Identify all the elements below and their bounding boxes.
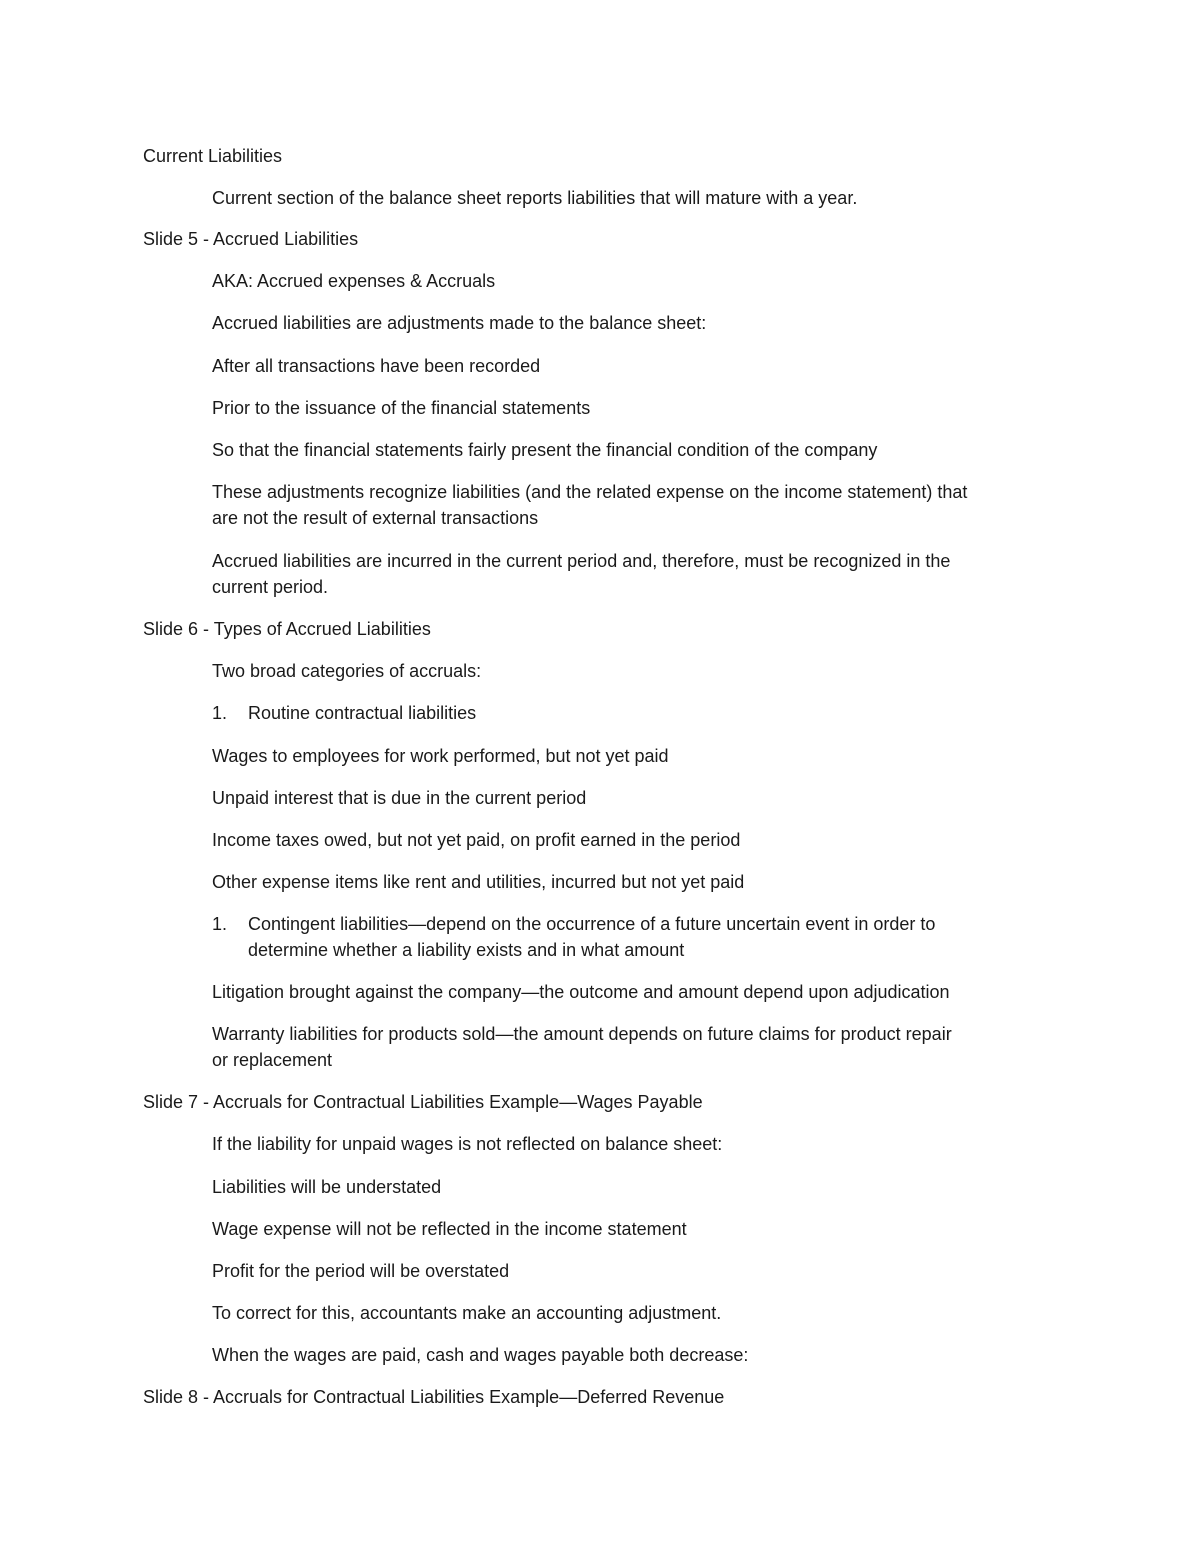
list-number: 1.: [212, 914, 228, 934]
paragraph-continued: current period.: [212, 577, 329, 597]
paragraph-continued: or replacement: [212, 1050, 333, 1070]
heading-slide-7: Slide 7 - Accruals for Contractual Liabilities Example—Wages Payable: [143, 1092, 703, 1112]
paragraph: If the liability for unpaid wages is not reflected on balance sheet:: [212, 1134, 723, 1154]
paragraph: Two broad categories of accruals:: [212, 661, 482, 681]
paragraph: Litigation brought against the company—the outcome and amount depend upon adjudication: [212, 982, 950, 1002]
list-item: Contingent liabilities—depend on the occurrence of a future uncertain event in order to: [248, 914, 936, 934]
paragraph: Prior to the issuance of the financial statements: [212, 398, 591, 418]
heading-current-liabilities: Current Liabilities: [143, 146, 283, 166]
paragraph: After all transactions have been recorded: [212, 356, 541, 376]
paragraph: These adjustments recognize liabilities (and the related expense on the income statement) that: [212, 482, 968, 502]
paragraph: Wage expense will not be reflected in the income statement: [212, 1219, 687, 1239]
paragraph: To correct for this, accountants make an accounting adjustment.: [212, 1303, 722, 1323]
paragraph: Profit for the period will be overstated: [212, 1261, 510, 1281]
heading-slide-8: Slide 8 - Accruals for Contractual Liabilities Example—Deferred Revenue: [143, 1387, 725, 1407]
paragraph: AKA: Accrued expenses & Accruals: [212, 271, 496, 291]
heading-slide-5: Slide 5 - Accrued Liabilities: [143, 229, 359, 249]
paragraph: Accrued liabilities are adjustments made to the balance sheet:: [212, 313, 707, 333]
list-number: 1.: [212, 703, 228, 723]
paragraph: Accrued liabilities are incurred in the current period and, therefore, must be recognized in the: [212, 551, 951, 571]
list-item-continued: determine whether a liability exists and in what amount: [248, 940, 685, 960]
heading-slide-6: Slide 6 - Types of Accrued Liabilities: [143, 619, 431, 639]
paragraph-continued: are not the result of external transactions: [212, 508, 539, 528]
paragraph: Unpaid interest that is due in the current period: [212, 788, 587, 808]
paragraph: So that the financial statements fairly present the financial condition of the company: [212, 440, 878, 460]
list-item: Routine contractual liabilities: [248, 703, 477, 723]
paragraph: Wages to employees for work performed, but not yet paid: [212, 746, 669, 766]
paragraph: Current section of the balance sheet reports liabilities that will mature with a year.: [212, 188, 858, 208]
paragraph: When the wages are paid, cash and wages payable both decrease:: [212, 1345, 749, 1365]
paragraph: Other expense items like rent and utilities, incurred but not yet paid: [212, 872, 745, 892]
paragraph: Income taxes owed, but not yet paid, on profit earned in the period: [212, 830, 741, 850]
paragraph: Warranty liabilities for products sold—the amount depends on future claims for product repair: [212, 1024, 952, 1044]
paragraph: Liabilities will be understated: [212, 1177, 442, 1197]
